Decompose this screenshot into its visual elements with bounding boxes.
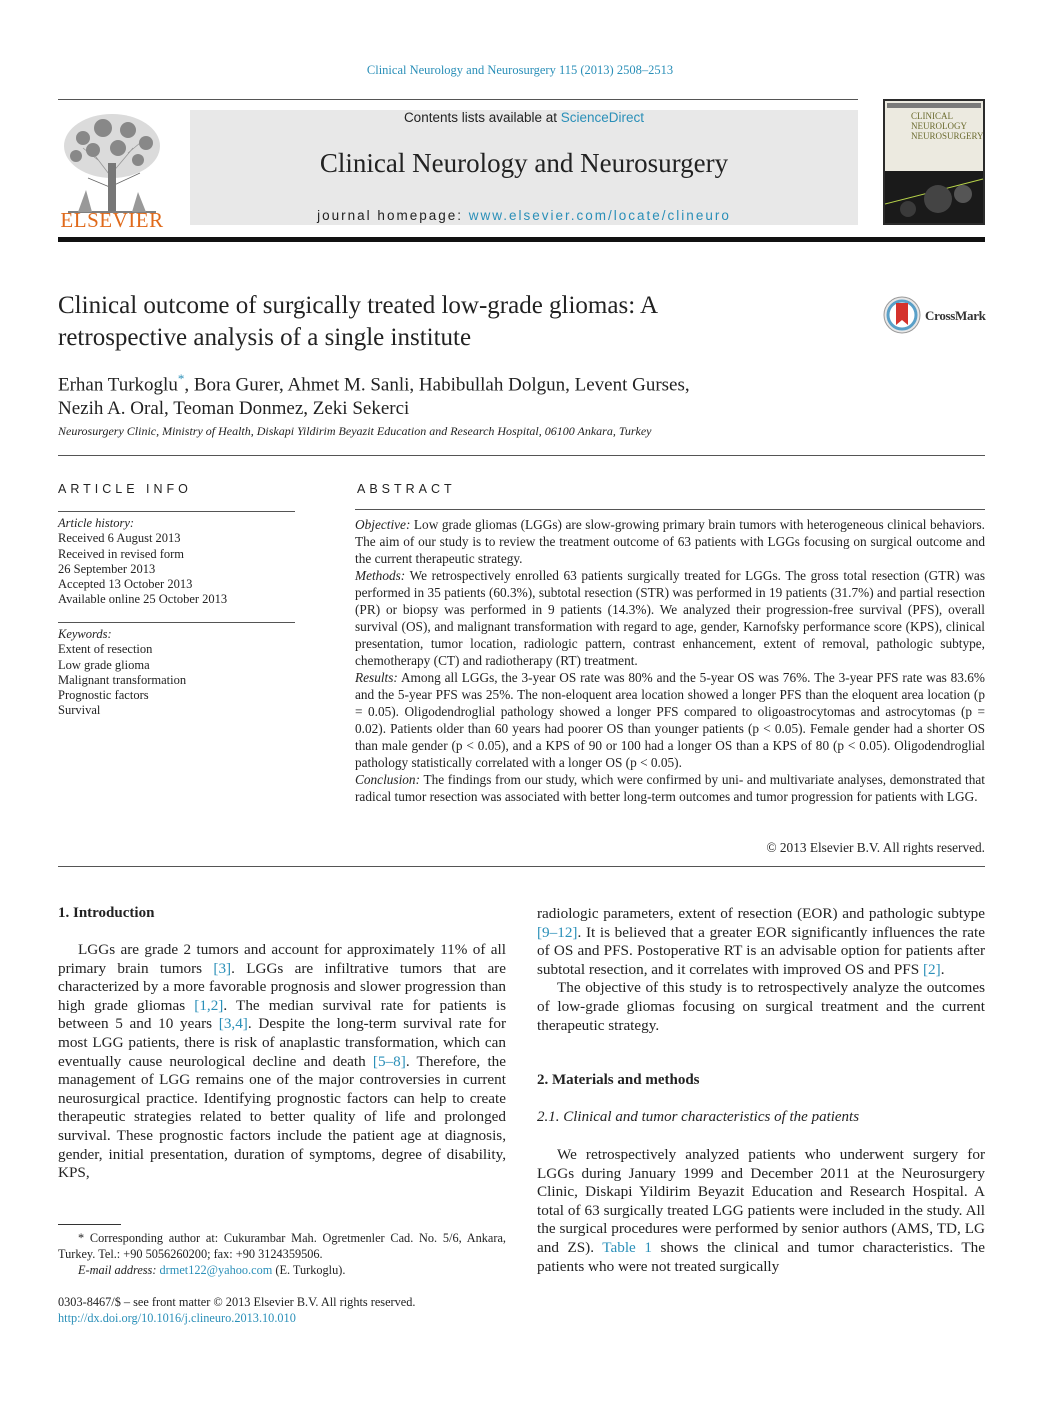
paragraph-text: . The median survival rate for patients is between 5 and 10 years bbox=[58, 996, 506, 1033]
table-link[interactable]: Table 1 bbox=[602, 1238, 652, 1256]
abstract-conclusion bbox=[355, 771, 985, 805]
history-item: Accepted 13 October 2013 bbox=[58, 577, 193, 592]
abstract-text: We retrospectively enrolled 63 patients surgically treated for LGGs. The gross total resection (GTR) was performed in 35 patients (60.3%), subtotal resection (STR) was performed in 19 patients (31.7%) and partial resection (PR) or biopsy was performed in 9 patients (14.3%). We analyzed their progression-free survival (PFS), overall survival (OS), and malignant transformation with regard to age, gender, Karnofsky performance score (KPS), clinical presentation, tumor location, radiologic pattern, contrast enhancement, extent of removal, pathologic subtype, chemotherapy (CT) and radiotherapy (RT) treatment. bbox=[355, 568, 985, 668]
abstract-text: Low grade gliomas (LGGs) are slow-growing primary brain tumors with heterogeneous clinical behaviors. The aim of our study is to review the treatment outcome of 63 patients with LGGs focusing on surgical outcome and the current therapeutic strategy. bbox=[355, 517, 985, 566]
abstract-label: Results: bbox=[355, 670, 398, 685]
body-paragraph bbox=[537, 905, 985, 979]
crossmark-label: CrossMark bbox=[925, 308, 986, 323]
paragraph-text: . Despite the long-term survival rate for most LGG patients, there is risk of anaplastic transformation, which can eventually cause neurological decline and death bbox=[58, 1015, 506, 1070]
cover-title-line: NEUROLOGY bbox=[911, 121, 967, 131]
author-names: , Bora Gurer, Ahmet M. Sanli, Habibullah Dolgun, Levent Gurses, bbox=[184, 374, 690, 396]
doi-link[interactable]: http://dx.doi.org/10.1016/j.clineuro.2013.10.010 bbox=[58, 1311, 296, 1325]
authors-line: Nezih A. Oral, Teoman Donmez, Zeki Sekerci bbox=[58, 398, 410, 420]
keyword-item: Low grade glioma bbox=[58, 657, 150, 672]
email-line bbox=[58, 1262, 506, 1278]
keyword-item: Extent of resection bbox=[58, 642, 153, 657]
abstract-results bbox=[355, 669, 985, 771]
keywords-label: Keywords: bbox=[58, 627, 112, 641]
keyword-item: Survival bbox=[58, 703, 101, 718]
paragraph-text: . bbox=[940, 960, 945, 978]
author-list bbox=[58, 367, 838, 421]
homepage-link[interactable]: www.elsevier.com/locate/clineuro bbox=[468, 208, 731, 223]
abstract-label: Conclusion: bbox=[355, 772, 421, 787]
divider bbox=[355, 509, 985, 510]
paragraph-text: shows the clinical and tumor characteristics. The patients who were not treated surgically bbox=[537, 1238, 986, 1275]
contents-line bbox=[190, 110, 858, 125]
corresponding-author-note: * Corresponding author at: Cukurambar Mah. Ogretmenler Cad. No. 5/6, Ankara, Turkey. Tel.: +90 5056260200; fax: +90 3124359506. bbox=[58, 1231, 506, 1261]
history-item: Received 6 August 2013 bbox=[58, 531, 181, 546]
contents-prefix: Contents lists available at bbox=[403, 110, 561, 125]
abstract-methods bbox=[355, 567, 985, 669]
reference-link[interactable]: [2] bbox=[922, 960, 941, 978]
copyright: © 2013 Elsevier B.V. All rights reserved. bbox=[766, 840, 985, 855]
section-heading-methods: 2. Materials and methods bbox=[537, 1072, 700, 1088]
author-name: Erhan Turkoglu bbox=[58, 374, 178, 396]
abstract-label: Objective: bbox=[355, 517, 411, 532]
paragraph-text: . It is believed that a greater EOR significantly influences the rate of OS and PFS. Postoperative RT is an advisable option for patients after subtotal resection, and it correlates with improved OS and PFS bbox=[537, 923, 985, 978]
email-link[interactable]: drmet122@yahoo.com bbox=[159, 1263, 273, 1277]
header-rule bbox=[58, 99, 858, 100]
right-column-continued bbox=[537, 1146, 985, 1276]
article-title-line: retrospective analysis of a single institute bbox=[58, 324, 472, 351]
keyword-item: Malignant transformation bbox=[58, 672, 187, 687]
homepage-prefix: journal homepage: bbox=[317, 208, 469, 223]
intro-paragraph bbox=[58, 941, 506, 1183]
elsevier-logo[interactable] bbox=[58, 108, 166, 232]
right-column bbox=[537, 905, 985, 1035]
article-title-line: Clinical outcome of surgically treated low-grade gliomas: A bbox=[58, 292, 659, 319]
footnote bbox=[58, 1230, 506, 1278]
email-suffix: (E. Turkoglu). bbox=[272, 1263, 346, 1277]
journal-citation[interactable]: Clinical Neurology and Neurosurgery 115 (2013) 2508–2513 bbox=[366, 63, 674, 77]
journal-homepage bbox=[190, 208, 858, 223]
abstract-heading: ABSTRACT bbox=[357, 482, 456, 496]
history-item: 26 September 2013 bbox=[58, 561, 156, 576]
body-paragraph bbox=[537, 1146, 985, 1276]
abstract-text: Among all LGGs, the 3-year OS rate was 80% and the 5-year OS was 76%. The 3-year PFS rate was 83.6% and the 5-year PFS was 25%. The non-eloquent area location showed a longer PFS than the eloquent area location (p = 0.05). Oligodendroglial pathology showed a longer PFS compared to oligoastrocytomas and astrocytomas (p = 0.02). Patients older than 60 years had poorer OS than younger patients (p < 0.05). Female gender had a shorter OS than male gender (p < 0.05), and a KPS of 90 or 100 had a longer OS than a KPS of 80 (p < 0.05). Oligodendroglial pathology statistically correlated with a longer OS (p < 0.05). bbox=[355, 670, 985, 770]
journal-title: Clinical Neurology and Neurosurgery bbox=[319, 148, 729, 178]
reference-link[interactable]: [3] bbox=[213, 959, 232, 977]
divider bbox=[58, 622, 295, 623]
elsevier-wordmark: ELSEVIER bbox=[60, 208, 164, 232]
keywords bbox=[58, 627, 298, 719]
crossmark-icon bbox=[882, 295, 922, 335]
footnote-rule bbox=[58, 1224, 121, 1225]
corresponding-author-marker[interactable]: * bbox=[177, 371, 185, 386]
affiliation: Neurosurgery Clinic, Ministry of Health, Diskapi Yildirim Beyazit Education and Research Hospital, 06100 Ankara, Turkey bbox=[58, 424, 652, 438]
abstract-label: Methods: bbox=[355, 568, 406, 583]
cover-title-line: NEUROSURGERY bbox=[911, 131, 984, 141]
authors-line bbox=[58, 367, 838, 397]
journal-cover-thumbnail[interactable] bbox=[883, 99, 985, 225]
keyword-item: Prognostic factors bbox=[58, 688, 149, 703]
issn-line: 0303-8467/$ – see front matter © 2013 Elsevier B.V. All rights reserved. bbox=[58, 1295, 416, 1309]
reference-link[interactable]: [3,4] bbox=[218, 1015, 248, 1033]
issn-block bbox=[58, 1294, 506, 1326]
history-item: Available online 25 October 2013 bbox=[58, 592, 228, 607]
paragraph-text: radiologic parameters, extent of resection (EOR) and pathologic subtype bbox=[537, 905, 985, 922]
paragraph-text: . Therefore, the management of LGG remains one of the major controversies in current neurosurgical practice. Identifying prognostic factors can help to create therapeutic strategies related to better quality of life and prolonged survival. These prognostic factors include the patient age at diagnosis, gender, initial presentation, duration of symptoms, degree of disability, KPS, bbox=[58, 1052, 506, 1182]
paragraph-text: LGGs are grade 2 tumors and account for approximately 11% of all primary brain tumors bbox=[58, 941, 506, 977]
header-thick-rule bbox=[58, 237, 985, 242]
crossmark-badge[interactable] bbox=[882, 295, 992, 335]
reference-link[interactable]: [9–12] bbox=[537, 923, 578, 941]
divider bbox=[58, 455, 985, 456]
paragraph-text: . LGGs are infiltrative tumors that are characterized by a more favorable prognosis and slower progression than high grade gliomas bbox=[58, 959, 506, 1014]
cover-title bbox=[911, 111, 983, 141]
abstract-text: The findings from our study, which were confirmed by uni- and multivariate analyses, demonstrated that radical tumor resection was associated with better long-term outcomes and tumor progression for patients with LGG. bbox=[355, 772, 985, 804]
article-history bbox=[58, 516, 298, 608]
history-label: Article history: bbox=[58, 516, 135, 530]
article-info-heading: ARTICLE INFO bbox=[58, 482, 192, 496]
body-paragraph: The objective of this study is to retrospectively analyze the outcomes of low-grade gliomas focusing on surgical treatment and the current therapeutic strategy. bbox=[537, 979, 985, 1034]
divider bbox=[58, 866, 985, 867]
subsection-heading: 2.1. Clinical and tumor characteristics of the patients bbox=[537, 1109, 860, 1125]
abstract-body bbox=[355, 516, 985, 805]
reference-link[interactable]: [5–8] bbox=[372, 1052, 406, 1070]
reference-link[interactable]: [1,2] bbox=[194, 996, 224, 1014]
left-column bbox=[58, 941, 506, 1183]
email-label: E-mail address: bbox=[78, 1263, 157, 1277]
paragraph-text: We retrospectively analyzed patients who underwent surgery for LGGs during January 1999 and December 2011 at the Neurosurgery Clinic, Diskapi Yildirim Beyazit Education and Research Hospital. A total of 63 surgically treated LGG patients were included in the study. All the surgical procedures were performed by senior authors (AMS, TD, LG and ZS). bbox=[537, 1146, 985, 1256]
history-item: Received in revised form bbox=[58, 546, 184, 561]
section-heading-introduction: 1. Introduction bbox=[58, 905, 155, 921]
abstract-objective bbox=[355, 516, 985, 567]
sciencedirect-link[interactable]: ScienceDirect bbox=[560, 110, 645, 125]
divider bbox=[58, 511, 295, 512]
cover-title-line: CLINICAL bbox=[911, 111, 953, 121]
article-title bbox=[58, 290, 838, 354]
